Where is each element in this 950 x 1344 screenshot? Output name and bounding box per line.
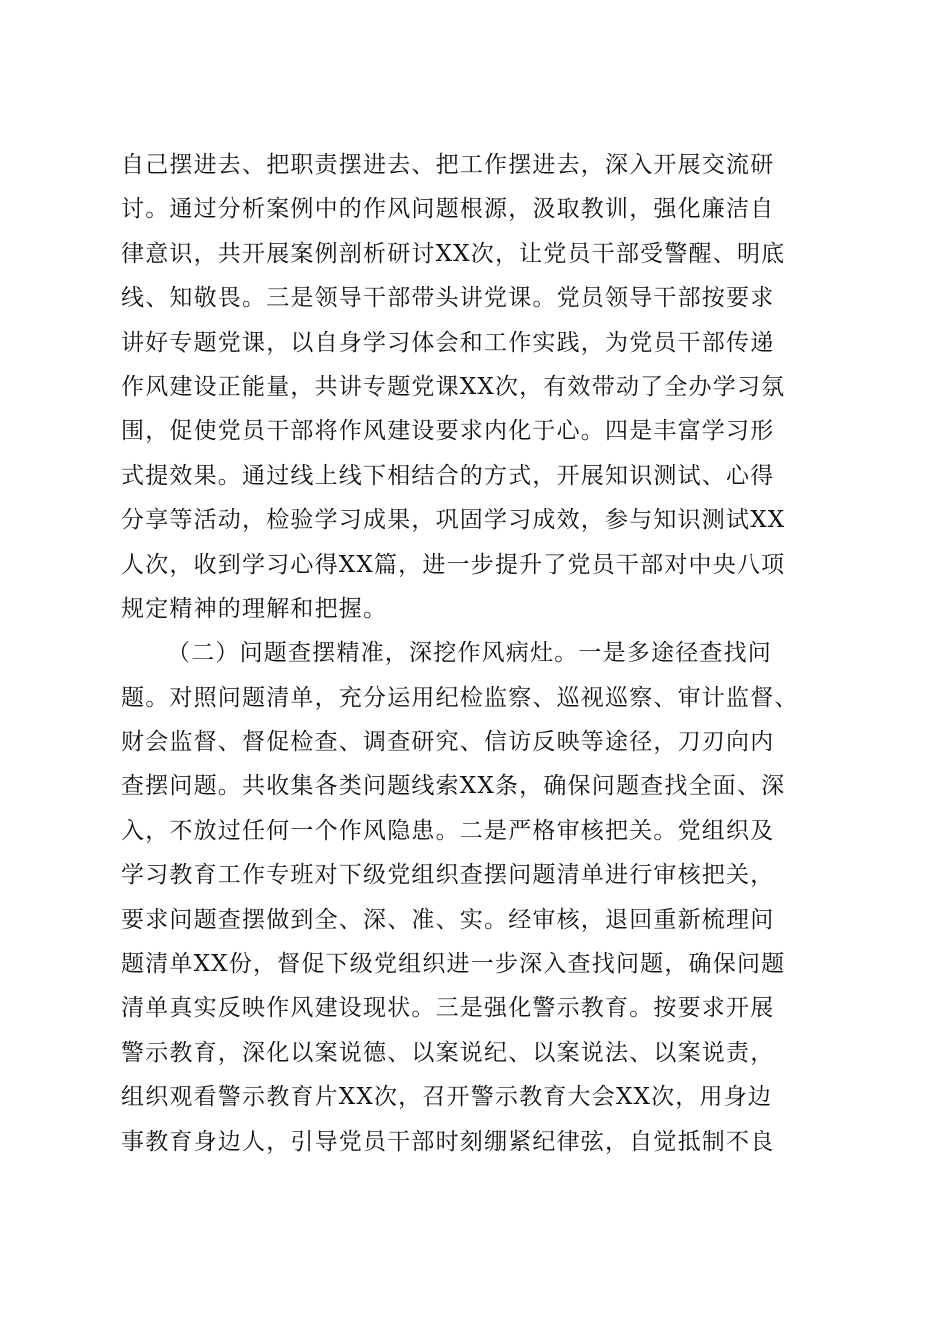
text-line: 财会监督、督促检查、调查研究、信访反映等途径，刀刃向内 xyxy=(121,729,775,756)
text-line: 查摆问题。共收集各类问题线索XX条，确保问题查找全面、深 xyxy=(121,773,786,800)
text-line: 组织观看警示教育片XX次，召开警示教育大会XX次，用身边 xyxy=(121,1084,773,1111)
text-line: 律意识，共开展案例剖析研讨XX次，让党员干部受警醒、明底 xyxy=(121,240,786,267)
text-line: 人次，收到学习心得XX篇，进一步提升了党员干部对中央八项 xyxy=(121,551,786,578)
text-line: 规定精神的理解和把握。 xyxy=(121,595,388,622)
body-text xyxy=(121,143,841,1164)
text-line: 自己摆进去、把职责摆进去、把工作摆进去，深入开展交流研 xyxy=(121,152,775,178)
text-line: 作风建设正能量，共讲专题党课XX次，有效带动了全办学习氛 xyxy=(121,373,786,400)
text-line: 要求问题查摆做到全、深、准、实。经审核，退回重新梳理问 xyxy=(121,906,775,933)
text-line: 入，不放过任何一个作风隐患。二是严格审核把关。党组织及 xyxy=(121,817,775,844)
text-line: 讲好专题党课，以自身学习体会和工作实践，为党员干部传递 xyxy=(121,329,775,356)
text-line: 题。对照问题清单，充分运用纪检监察、巡视巡察、审计监督、 xyxy=(121,684,799,711)
text-line: 题清单XX份，督促下级党组织进一步深入查找问题，确保问题 xyxy=(121,951,786,978)
text-line: 式提效果。通过线上线下相结合的方式，开展知识测试、心得 xyxy=(121,462,775,489)
text-line: 围，促使党员干部将作风建设要求内化于心。四是丰富学习形 xyxy=(121,418,775,445)
text-line: 线、知敬畏。三是领导干部带头讲党课。党员领导干部按要求 xyxy=(121,285,775,312)
text-line: 事教育身边人，引导党员干部时刻绷紧纪律弦，自觉抵制不良 xyxy=(121,1128,775,1155)
text-line: 警示教育，深化以案说德、以案说纪、以案说法、以案说责， xyxy=(121,1039,775,1066)
text-line: 清单真实反映作风建设现状。三是强化警示教育。按要求开展 xyxy=(121,995,775,1022)
text-line: 学习教育工作专班对下级党组织查摆问题清单进行审核把关， xyxy=(121,862,775,889)
section-heading-line: （二）问题查摆精准，深挖作风病灶。一是多途径查找问 xyxy=(167,640,772,667)
text-line: 分享等活动，检验学习成果，巩固学习成效，参与知识测试XX xyxy=(121,507,786,534)
text-line: 讨。通过分析案例中的作风问题根源，汲取教训，强化廉洁自 xyxy=(121,196,775,223)
